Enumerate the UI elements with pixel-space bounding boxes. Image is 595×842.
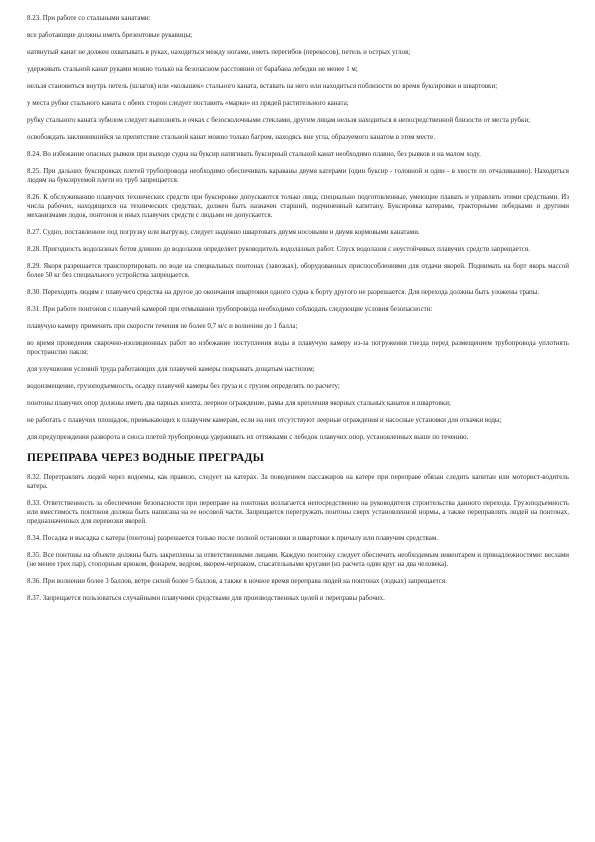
paragraph: для улучшения условий труда работающих для плавучей камеры покрывать дощатым настилом; (27, 364, 315, 373)
paragraph: 8.34. Посадка и высадка с катера (понтона) разрешается только после полной остановки и швартовки к причалу или плавучим средствам. (27, 534, 439, 543)
paragraph: водоизмещение, грузоподъемность, осадку плавучей камеры без груза и с грузом определять по расчету; (27, 381, 340, 390)
paragraph: 8.33. Ответственность за обеспечение безопасности при переправе на понтонах возлагается непосредственно на руководителя строительства данного перехода. Грузоподъемность или вместимость понтонов должна быть написана на ее носовой части. Запрещается перегружать понтоны сверх установленной нормы, а также переправлять людей на понтонах, предназначенных для перевозки якорей. (27, 499, 569, 526)
section-heading: ПЕРЕПРАВА ЧЕРЕЗ ВОДНЫЕ ПРЕГРАДЫ (27, 452, 265, 465)
paragraph: все работающие должны иметь брезентовые рукавицы; (27, 31, 193, 39)
paragraphs-before-heading (27, 14, 569, 441)
paragraph: 8.24. Во избежание опасных рывков при выходе судна на буксир натягивать буксирный стальной канат необходимо плавно, без рывков и на малом ходу. (27, 150, 481, 158)
paragraph: 8.26. К обслуживанию плавучих технических средств при буксировке допускаются только лица, специально подготовленные, умеющие плавать и управлять этими средствами. Из числа рабочих, находящихся на технических средствах, должен быть назначен старший, подчиненный капитану. Буксировка катерами, тракторными лебедками и другими механизмами лодок, понтонов и иных плавучих средств с людьми не допускается. (27, 192, 569, 219)
paragraph: не работать с плавучих площадок, примыкающих к плавучим камерам, если на них отсутствуют леерные ограждения и насосные установки для откачки воды; (27, 415, 502, 424)
paragraph: 8.31. При работе понтонов с плавучей камерой при отмывании трубопровода необходимо соблюдать следующие условия безопасности: (27, 304, 433, 313)
paragraph: 8.30. Переходить людям с плавучего средства на другое до окончания швартовки одного судна к борту другого не разрешается. Для перехода должны быть уложены трапы. (27, 287, 540, 296)
paragraph: удерживать стальной канат руками можно только на безопасном расстоянии от барабана лебедки не менее 1 м; (27, 65, 358, 73)
paragraph: 8.37. Запрещается пользоваться случайными плавучими средствами для производственных целей и переправы рабочих. (27, 594, 385, 603)
paragraph: во время проведения сварочно-изоляционных работ во избежание поступления воды в плавучую камеру из-за погружения гнезда перед размещением трубопровода уплотнять пространство пакля; (27, 338, 569, 356)
document-body (27, 14, 569, 611)
paragraph: для предупреждения разворота и сноса плетей трубопровода удерживать их оттяжками с лебедок плавучих опор, установленных выше по течению. (27, 432, 469, 441)
paragraph: у места рубки стального каната с обеих сторон следует поставить «марки» из прядей растительного каната; (27, 99, 349, 107)
paragraph: нельзя становиться внутрь петель (шлагов) или «колышек» стального каната, вставать на него или находиться поблизости во время буксировки и швартовки; (27, 82, 498, 90)
paragraph: 8.29. Якоря разрешается транспортировать по воде на специальных понтонах (завозках), оборудованных приспособлениями для отдачи якорей. Поднимать на борт якорь массой более 50 кг без специального устройства запрещается. (27, 261, 569, 279)
paragraph: 8.27. Судно, поставленное под погрузку или выгрузку, следует надежно швартовать двумя носовыми и двумя кормовыми канатами. (27, 227, 420, 236)
paragraph: натянутый канат не должен охватывать в руках, находиться между ногами, иметь перегибов (перекосов), петель и острых углов; (27, 48, 411, 56)
paragraph: 8.25. При дальних буксировках плетей трубопровода необходимо обеспечивать караваны двумя катерами (один буксир - головной и один - в хвосте по отчаливанию). Находиться людям на буксируемой плети из труб запрещается. (27, 167, 569, 184)
paragraph: 8.36. При волнении более 3 баллов, ветре силой более 5 баллов, а также в ночное время переправа людей на понтонах (лодках) запрещается. (27, 577, 447, 586)
paragraph: 8.32. Перетравлять людей через водоемы, как правило, следует на катерах. За поведением пассажиров на катере при переправе обязан следить капитан или моторист-водитель катера. (27, 473, 569, 491)
paragraph: плавучую камеру применять при скорости течения не более 0,7 м/с и волнении до 1 балла; (27, 321, 298, 330)
paragraphs-after-heading (27, 473, 569, 603)
paragraph: 8.23. При работе со стальными канатами: (27, 14, 151, 22)
paragraph: рубку стального каната зубилом следует выполнять в очках с безосколочными стеклами, другим лицам нельзя находиться в непосредственной близости от места рубки; (27, 116, 531, 124)
paragraph: понтоны плавучих опор должны иметь два парных кнехта, леерное ограждение, рамы для крепления якорных стальных канатов и швартовки; (27, 398, 451, 407)
paragraph: освобождать заклинившийся за препятствие стальной канат можно только багром, находясь вне угла, образуемого канатом в этом месте. (27, 133, 435, 141)
paragraph: 8.35. Все понтоны на объекте должны быть закреплены за ответственными лицами. Каждую понтонку следует обеспечить необходимым инвентарем и принадлежностями: веслами (не менее трех пар), стопорным крюком, фонарем, ведром, якорем-черпаком, спасательными кругами (из расчета один круг на два человека). (27, 551, 569, 569)
paragraph: 8.28. Пригодность водолазных ботов длиною до водолазов определяет руководитель водолазных работ. Спуск водолазов с неустойчивых плавучих средств запрещается. (27, 244, 530, 253)
